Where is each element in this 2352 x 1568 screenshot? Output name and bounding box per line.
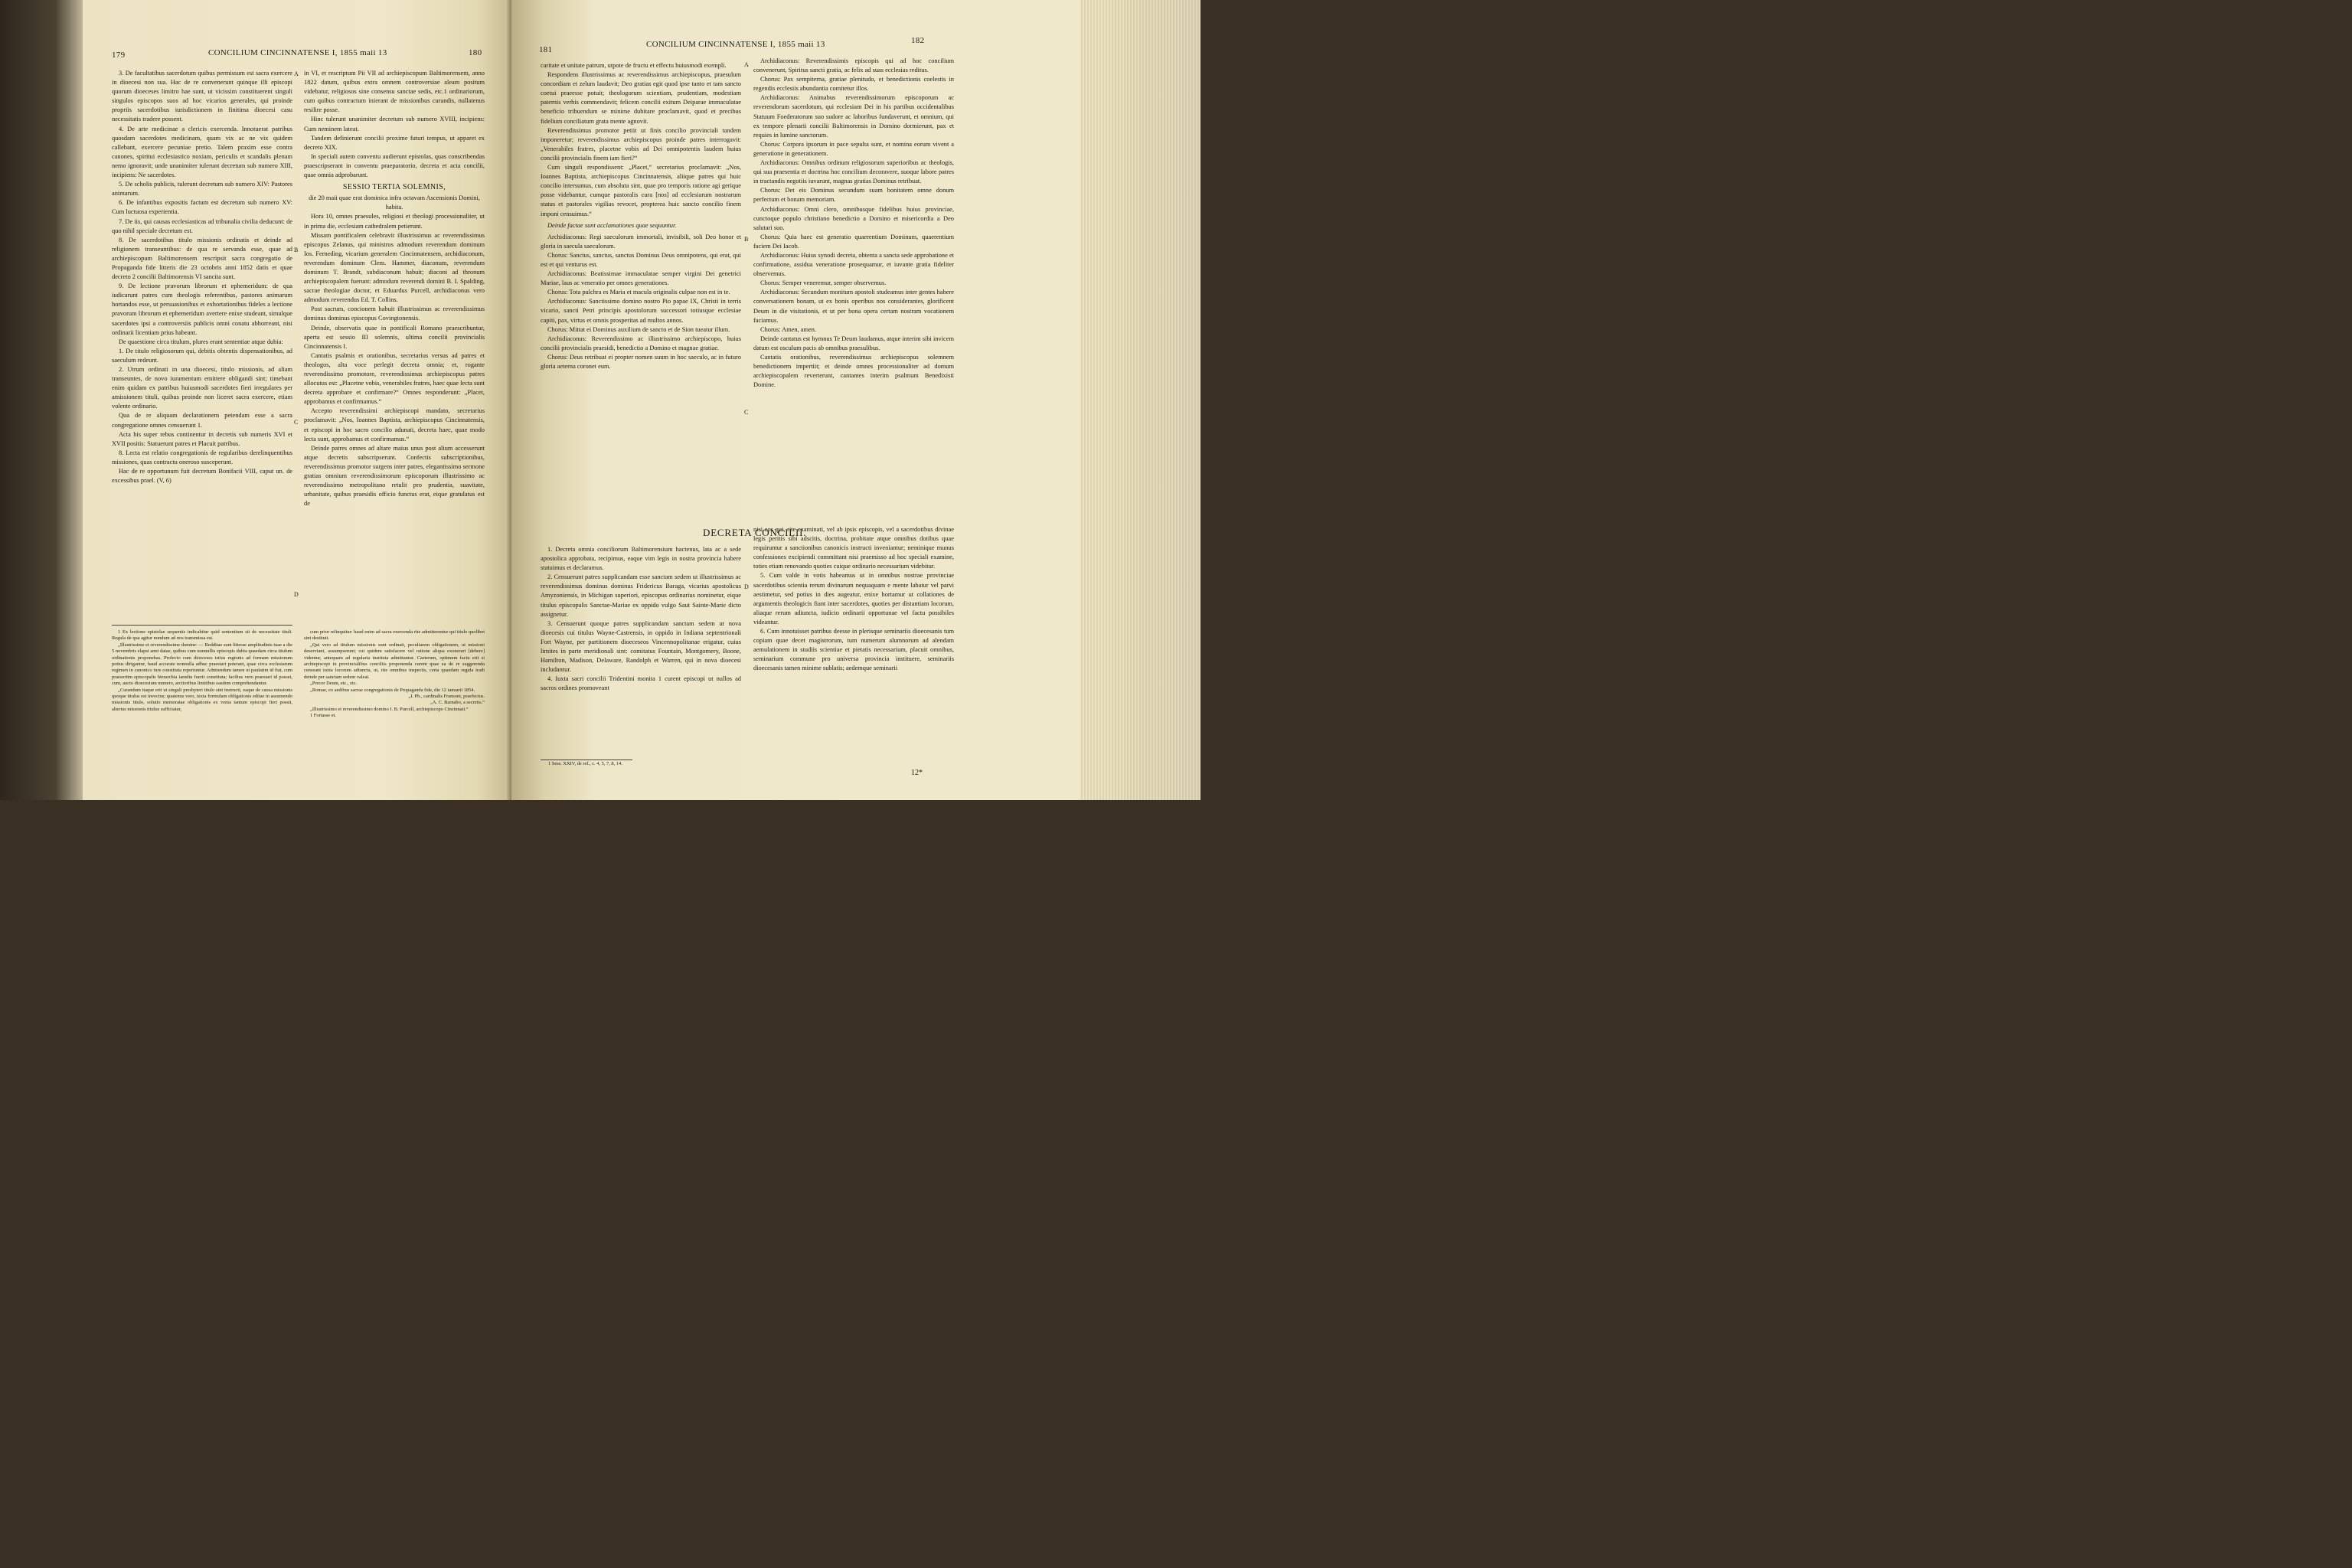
margin-letter-d: D [744, 583, 749, 590]
footnote-text: 1 Ex lectione epistolae sequentis indicabitur quid sententium sit de necessitate tituli. Regula de qua agitur nondum ad nos transmissa est. [112, 629, 292, 642]
paragraph: Accepto reverendissimi archiepiscopi mandato, secretarius proclamavit: „Nos, Ioannes Baptista, archiepiscopus Cincinnatensis, et episcopi in hoc sacro concilio adunati, decreta haec, quae modo lecta sunt, approbamus et confirmamus.“ [304, 407, 485, 443]
footnote-text: „Curandum itaque erit ut singuli presbyteri titulo sint instructi, eaque de causa missionis quoque titulus est invectus; quatenus vero, iuxta formulam obligationis editae in assumendo missionis titulo, solutio memoratae obligationis ex venia tantum episcopi fieri possit, alterius missionis titulus sufficiatur, [112, 687, 292, 712]
paragraph: Acta his super rebus continentur in decretis sub numeris XVI et XVII positis: Statuerunt patres et Placuit patribus. [112, 430, 292, 447]
acclamation: Chorus: Sanctus, sanctus, sanctus Dominus Deus omnipotens, qui erat, qui est et qui venturus est. [541, 251, 741, 268]
acclamation: Chorus: Det eis Dominus secundum suam bonitatem omne donum perfectum et bonam memoriam. [753, 187, 954, 204]
paragraph: De quaestione circa titulum, plures erant sententiae atque dubia: [119, 338, 283, 345]
paragraph: Qua de re aliquam declarationem petendam esse a sacra congregatione omnes censuerunt 1. [112, 412, 292, 429]
acclamation: Chorus: Quia haec est generatio quaerentium Dominum, quaerentium faciem Dei Iacob. [753, 233, 954, 250]
paragraph: Cum singuli respondissent: „Placet,“ secretarius proclamavit: „Nos, Ioannes Baptista, archiepiscopus Cincinnatensis, aliique patres qui huic concilio intersumus, cum absoluta sint, quae pro temporis ratione agi gerique posse videbantur, cumque pastoralis cura [nos] ad ecclesiarum nostrarum status et pastorales vigilias revocet, propterea huic sancto concilio finem imponi censuimus.“ [541, 164, 741, 217]
footnote-text: „Precor Deum, etc., etc. [310, 681, 358, 687]
acclamation: Archidiaconus: Secundum monitum apostoli studeamus inter gentes habere conversationem bonam, ut ex bonis operibus nos considerantes, glorificent Deum in die visitationis, et ut per bona opera certam nostram vocationem faciamus. [753, 289, 954, 324]
section-heading-sessio-tertia: SESSIO TERTIA SOLEMNIS, [342, 183, 446, 192]
paragraph: 1. De titulo religiosorum qui, debitis obtentis dispensationibus, ad saeculum redeunt. [112, 347, 292, 364]
paragraph: Deinde cantatus est hymnus Te Deum laudamus, atque interim sibi invicem datum est osculum pacis ab omnibus praesulibus. [753, 335, 954, 351]
page-number-179: 179 [112, 51, 126, 60]
footnote-text: „Illustrissimo et reverendissimo domino I. B. Purcell, archiepiscopo Cincinnati.“ [310, 706, 469, 712]
paragraph: Cantatis psalmis et orationibus, secretarius versus ad patres et theologos, alta voce perlegit decreta omnia; et, rogante reverendissimo promotore, reverendissimus archiepiscopus patres allocutus est: „Placetne vobis, venerabiles fratres, haec quae lecta sunt decreta approbare et confirmare?“ Omnes responderunt: „Placet, approbamus et confirmamus.“ [304, 351, 485, 406]
decree-paragraph: 5. Cum valde in votis habeamus ut in omnibus nostrae provinciae sacerdotibus scientia rerum divinarum nequaquam e mente labatur vel parvi aestimetur, sed potius in dies augeatur, enixe hortamur ut collationes de argumentis theologicis fiant inter sacerdotes, quoties per distantiam locorum, aliaque rerum adiuncta, iudicio ordinarii opportunae vel factu possibiles videantur. [753, 572, 954, 626]
margin-letter-d: D [294, 591, 299, 598]
acclamation: Archidiaconus: Reverendissimis episcopis qui ad hoc concilium convenerunt, Spiritus sancti gratia, ac felix ad suas ecclesias reditus. [753, 57, 954, 74]
footnote: 1 Sess. XXIV, de ref., c. 4, 5, 7, 8, 14. [548, 761, 622, 766]
acclamation: Chorus: Tota pulchra es Maria et macula originalis culpae non est in te. [547, 289, 730, 296]
acclamations-heading: Deinde factae sunt acclamationes quae sequuntur. [547, 221, 677, 229]
acclamation: Archidiaconus: Reverendissimo ac illustrissimo archiepiscopo, huius concilii provincialis praesidi, benedictio a Domino et magnae gratiae. [541, 335, 741, 351]
acclamation: Archidiaconus: Huius synodi decreta, obtenta a sancta sede approbatione et confirmatione, assidua veneratione prosequamur, et iuvante gratia fideliter observemus. [753, 251, 954, 278]
acclamation: Archidiaconus: Animabus reverendissimorum episcoporum ac reverendorum sacerdotum, qui ecclesiam Dei in his partibus occidentalibus Statuum Foederatorum suo sudore ac laboribus fundaverunt, et omnium, qui ex tempore plenarii concilii Baltimorensis in Domino dormierunt, pax et requies in lumine sanctorum. [753, 94, 954, 139]
paragraph: 9. De lectione pravorum librorum et ephemeridum: de qua iudicarunt patres cum theologis referentibus, pastores animarum hortandos esse, ut persuasionibus et exhortationibus fideles a lectione pravorum librorum et ephemeridum avertere enixe studeant, simulque sacerdotes ipsi a controversiis publicis omni conatu abhorreant, nisi ordinarii licentiam prius habeant. [112, 283, 292, 336]
right-page [511, 0, 1080, 800]
left-page-column-1 [112, 69, 292, 485]
paragraph: Respondens illustrissimus ac reverendissimus archiepiscopus, praesulum concordiam et zelum laudavit; Deo gratias egit quod ipse tanto et tam sancto coetui praeesse potuit; theologorum scientiam, prudentiam, modestiam paternis verbis commendavit; felicem concilii exitum Deiparae immaculatae beneficio tribuendum se minime dubitare proclamavit, quod et precibus fidelium conciliatum grata mente agnovit. [541, 71, 741, 125]
margin-letter-b: B [294, 247, 299, 253]
acclamation: Chorus: Mittat ei Dominus auxilium de sancto et de Sion tueatur illum. [547, 325, 730, 333]
paragraph: Reverendissimus promotor petiit ut finis concilio provinciali tandem imponeretur; reverendissimus archiepiscopus proinde patres interrogavit: „Venerabiles fratres, placetne vobis ad Dei omnipotentis laudem huius concilii provincialis finem iam fieri?“ [541, 126, 741, 162]
acclamation: Chorus: Pax sempiterna, gratiae plenitudo, et benedictionis coelestis in regendis ecclesiis abundantia comitetur illos. [753, 76, 954, 93]
acclamation: Chorus: Amen, amen. [760, 325, 817, 333]
running-title-left: CONCILIUM CINCINNATENSE I, 1855 maii 13 [208, 48, 387, 57]
footnote-text: „Romae, ex aedibus sacrae congregationis de Propaganda fide, die 12 ianuarii 1854. [310, 687, 475, 693]
decree-paragraph: 1. Decreta omnia conciliorum Baltimorensium hactenus, lata ac a sede apostolica approbata, recipimus, eaque vim legis in nostra provincia habere statuimus et declaramus. [541, 546, 741, 572]
page-number-182: 182 [911, 36, 925, 45]
paragraph: Missam pontificalem celebravit illustrissimus ac reverendissimus episcopus Zelanus, qui ministros admodum reverendum dominum Ios. Ferneding, vicarium generalem Cincinnatensem, archidiaconum, reverendum dominum Clem. Hammer, diaconum, reverendum dominum T. Brandt, subdiaconum habuit; diaconi ad thronum archiepiscopalem fuerunt: admodum reverendi domini B. I. Spalding, sacrae theologiae doctor, et Eduardus Purcell, archidiaconus vero admodum reverendus Ed. T. Collins. [304, 231, 485, 304]
paragraph: Tandem definierunt concilii proxime futuri tempus, ut apparet ex decreto XIX. [304, 134, 485, 151]
footnote-signature: „I. Ph., cardinalis Fransoni, praefectus. [408, 694, 485, 700]
footnote-signature: „A. C. Barnabo, a secretis.“ [430, 700, 485, 706]
acclamation: Chorus: Deus retribuat ei propter nomen suum in hoc saeculo, ac in futuro gloria aeterna coronet eum. [541, 353, 741, 370]
acclamation: Archidiaconus: Omni clero, omnibusque fidelibus huius provinciae, cunctoque populo christiano benedictio a Domino et misericordia a Deo salutari suo. [753, 205, 954, 231]
acclamation: Archidiaconus: Omnibus ordinum religiosorum superioribus ac theologis, qui sua praesentia et doctrina hoc concilium decoravere, suoque labore patres in tractandis negotiis iuvarunt, magnas gratias Dominus retribuat. [753, 159, 954, 185]
page-stack-edges [1080, 0, 1200, 800]
paragraph: 2. Utrum ordinati in una dioecesi, titulo missionis, ad aliam transeuntes, de novo iuramentum emittere obligandi sint; timebant enim quidam ex patribus huiusmodi sacerdotes fieri irregulares per amissionem tituli, quibus proinde non liceret sacra exercere, etiam volente ordinario. [112, 366, 292, 410]
paragraph: caritate et unitate patrum, utpote de fructu et effectu huiusmodi exempli. [541, 62, 727, 69]
acclamation: Chorus: Semper veneremur, semper observemus. [760, 279, 887, 287]
decree-paragraph: 4. Iuxta sacri concilii Tridentini monita 1 curent episcopi ut nullos ad sacros ordines promoveant [541, 675, 741, 692]
paragraph: 8. De sacerdotibus titulo missionis ordinatis et deinde ad religionem transeuntibus: de qua re servanda esse, quae ad archiepiscopum Baltimorensem rescripsit sacra congregatio de Propaganda fide litteris die 23 octobris anni 1852 datis et quae decreto 2 concilii Baltimorensis VI sancita sunt. [112, 236, 292, 281]
decreta-column-1 [541, 545, 741, 694]
margin-letter-c: C [744, 409, 749, 416]
acclamation: Archidiaconus: Sanctissimo domino nostro Pio papae IX, Christi in terris vicario, sancti Petri principis apostolorum successori totiusque ecclesiae capiti, pax, virtus et omnis prosperitas ad multos annos. [541, 298, 741, 324]
paragraph: Hinc tulerunt unanimiter decretum sub numero XVIII, incipiens: Cum neminem lateat. [304, 116, 485, 132]
paragraph: Cantatis orationibus, reverendissimus archiepiscopus solemnem benedictionem impertiit; et deinde omnes processionaliter ad domum archiepiscopalem reverterunt, cantantes interim psalmum Benedixisti Domine. [753, 354, 954, 389]
acclamation: Chorus: Corpora ipsorum in pace sepulta sunt, et nomina eorum vivent a generatione in generationem. [753, 140, 954, 157]
paragraph: 7. De iis, qui causas ecclesiasticas ad tribunalia civilia deducunt: de quo nihil speciale decretum est. [112, 217, 292, 234]
signature-mark: 12* [911, 769, 923, 777]
paragraph: 4. De arte medicinae a clericis exercenda. Innotuerat patribus quosdam sacerdotes medicinam, quam vix ac ne vix quidem callebant, exercere pecuniae pretio. Talem praxim esse contra canones, spiritui ecclesiastico noxiam, periculis et scandalis plenam nemo ignoravit; unde unanimiter tulerunt decretum sub numero XIII, incipiens: Ne sacerdotes. [112, 125, 292, 179]
left-page [83, 0, 511, 800]
paragraph: Post sacrum, concionem habuit illustrissimus ac reverendissimus dominus dominus episcopus Covingtonensis. [304, 305, 485, 322]
margin-letter-c: C [294, 419, 299, 426]
decreta-heading: DECRETA CONCILII. [703, 527, 807, 538]
footnote-rule [112, 625, 292, 626]
decree-paragraph: 2. Censuerunt patres supplicandam esse sanctam sedem ut illustrissimus ac reverendissimus dominus dominus Fridericus Baraga, vicarius apostolicus Amyzoniensis, in Michigan superiori, episcopus ordinarius nominetur, eique titulus episcopalis Sanctae-Mariae ex oppido vulgo Saut Sainte-Marie dicto assignetur. [541, 573, 741, 618]
section-subheading: die 20 maii quae erat dominica infra octavam Ascensionis Domini, habita. [309, 194, 480, 211]
right-page-column-2 [753, 57, 954, 390]
footnote-text: 1 Fortasse et. [310, 713, 336, 719]
footnote-text: „Illustrissime et reverendissime domine: — Redditae sunt litterae amplitudinis tuae a die 5 novembris elapsi anni datae, quibus cum nonnullis episcopis dubia quaedam circa titulum ordinationis proponebas. Profecto cum dioeceses istius regionis ad formam missionum potius dirigantur, haud accurate nonnulla adhuc praestari poterant, quae circa ecclesiarum regimen in canonico iure constituta reperiuntur. Adnitendum tamen ut paulatim id fiat, cum praesertim episcopalis hierarchia iamdiu fuerit constituta; facilius vero praestari id posset, cum, aucto dioecesium numero, arctioribus limitibus easdem comprehendantur. [112, 642, 292, 687]
margin-letter-b: B [744, 236, 749, 243]
paragraph: 6. De infantibus expositis factum est decretum sub numero XV: Cum luctuosa experientia. [112, 199, 292, 216]
left-page-column-2 [304, 69, 485, 508]
paragraph: 8. Lecta est relatio congregationis de regularibus derelinquentibus missiones, quas contractu oneroso susceperunt. [112, 449, 292, 466]
paragraph: Hora 10, omnes praesules, religiosi et theologi processionaliter, ut in prima die, ecclesiam cathedralem petierunt. [304, 213, 485, 230]
margin-letter-a: A [744, 61, 749, 68]
page-number-181: 181 [539, 45, 553, 54]
book-cover-edge-left [0, 0, 92, 800]
decree-paragraph: 3. Censuerunt quoque patres supplicandam sanctam sedem ut nova dioecesis cui titulus Wayne-Castrensis, in oppido in Indiana septentrionali Fort Wayne, per partitionem dioeceseos Vincennopolitanae erigatur, cuius limites in parte meridionali sint: comitatus Fountain, Montgomery, Boone, Hamilton, Madison, Delaware, Randolph et Warren, qui in nova dioecesi includantur. [541, 619, 741, 674]
acclamation: Archidiaconus: Regi saeculorum immortali, invisibili, soli Deo honor et gloria in saecula saeculorum. [541, 233, 741, 250]
running-title-right: CONCILIUM CINCINNATENSE I, 1855 maii 13 [646, 40, 825, 49]
margin-letter-a: A [294, 70, 299, 77]
paragraph: Hac de re opportunum fuit decretum Bonifacii VIII, caput un. de excessibus prael. (V, 6) [112, 468, 292, 485]
paragraph: Deinde, observatis quae in pontificali Romano praescribuntur, aperta est sessio III solemnis, ultima concilii provincialis Cincinnatensis I. [304, 324, 485, 350]
paragraph: in VI, et rescriptum Pii VII ad archiepiscopum Baltimorensem, anno 1822 datum, quibus extra omnem controversiae aleam positum videbatur, religiosos sine consensu sanctae sedis, etc.1 ordinariorum, cum quibus contractum inierant de missionibus curandis, nullatenus resilire posse. [304, 70, 485, 114]
decreta-column-2 [753, 525, 954, 674]
paragraph: Deinde patres omnes ad altare maius unus post alium accesserunt atque decretis subscripserunt. Confectis subscriptionibus, reverendissimus promotor surgens inter patres, elegantissimo sermone gratias omnium reverendissimorum episcoporum illustrissimo ac reverendissimo metropolitano retulit pro prudentia, suavitate, urbanitate, quibus praesidis officio functus erat, eique gratulatus est de [304, 444, 485, 508]
decree-paragraph: nisi eos qui, rite examinati, vel ab ipsis episcopis, vel a sacerdotibus divinae legis peritis sibi adscitis, doctrina, probitate atque omnibus dotibus quae requiruntur a sanctionibus canonicis instructi inveniantur; neminique munus confessiones excipiendi committant nisi praemisso ad hoc speciali examine, toties etiam renovando quoties cuique ordinario necessarium videbitur. [753, 526, 954, 570]
paragraph: 3. De facultatibus sacerdotum quibus permissum est sacra exercere in dioecesi non sua. Hac de re convenerunt quinque illi episcopi quorum dioeceses limitro hae sunt, ut vicissim constituerent singuli singulos episcopos suos ad hoc vicarios generales, qui proinde propriis sacerdotibus iurisdictionem in finitima dioecesi casu necessitatis tradere possent. [112, 70, 292, 123]
footnote-text: cum prior relinquitur: haud enim ad sacra exercenda rite admitterentur qui titulo quolibet sint destituti. [304, 629, 485, 642]
right-page-column-1 [541, 61, 741, 371]
page-number-180: 180 [469, 48, 482, 57]
footnote-text: „Qui vero ad titulum missionis sunt ordinati, peculiarem obligationem, ut missioni deserviant, assumpserunt; cui quidem satisfacere vel ratione aliqua exonerari [debere] videntur, antequam ad regularia instituta admittantur. Caeterum, optimum factu erit si archiepiscopi in provincialibus conciliis proponenda curent quae ea de re suggerenda censeant iuxta locorum adiuncta, ut, rite omnibus inspectis, certa quaedam regula tradi deinde per sanctam sedem valeat. [304, 642, 485, 680]
footnote-right-column [304, 629, 485, 782]
footnote-left-column [112, 629, 292, 782]
decree-paragraph: 6. Cum innotuisset patribus deesse in plerisque seminariis dioecesanis tum copiam quae decet magistrorum, tum numerum alumnorum ad alendam aemulationem in studiis scientiae et pietatis necessarium, placuit omnibus, seminarium commune pro universa provincia instituere, seminariis dioecesanis tamen minime sublatis; aedemque seminarii [753, 628, 954, 672]
paragraph: In speciali autem conventu audierunt epistolas, quas conscribendas praescripserant in conventu praeparatorio, decreta et acta concilii, quae omnia adprobarunt. [304, 152, 485, 179]
acclamation: Archidiaconus: Beatissimae immaculatae semper virgini Dei genetrici Mariae, laus ac veneratio per omnes generationes. [541, 270, 741, 287]
paragraph: 5. De scholis publicis, tulerunt decretum sub numero XIV: Pastores animarum. [112, 181, 292, 198]
